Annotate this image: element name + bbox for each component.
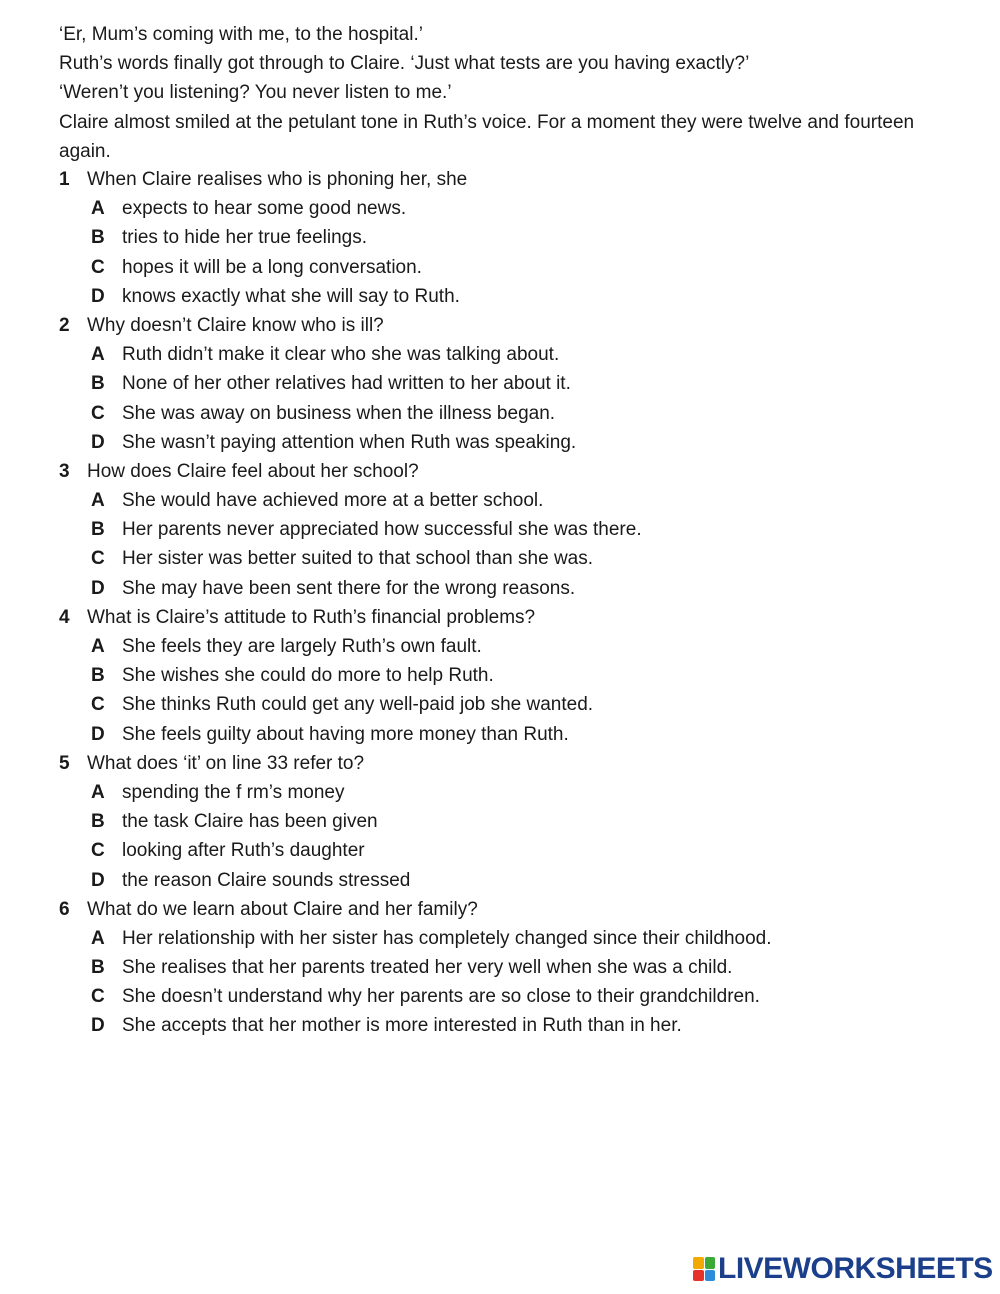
option-text: She wasn’t paying attention when Ruth was speaking.	[122, 431, 577, 453]
question-stem	[59, 603, 959, 632]
reading-passage	[59, 20, 959, 166]
option-text: She realises that her parents treated her very well when she was a child.	[122, 957, 733, 979]
option-text: She doesn’t understand why her parents are so close to their grandchildren.	[122, 986, 760, 1008]
question-3	[59, 457, 959, 603]
passage-line: ‘Er, Mum’s coming with me, to the hospital.’	[59, 24, 423, 45]
option-text: She wishes she could do more to help Ruth.	[122, 665, 494, 687]
option-text: None of her other relatives had written to her about it.	[122, 373, 571, 395]
question-text: Why doesn’t Claire know who is ill?	[87, 314, 384, 336]
passage-line: Claire almost smiled at the petulant tone in Ruth’s voice. For a moment they were twelve and fourteen again.	[59, 111, 915, 162]
option-letter: D	[91, 723, 105, 745]
option-letter: B	[91, 811, 105, 833]
option-text: the task Claire has been given	[122, 811, 378, 833]
option-text: hopes it will be a long conversation.	[122, 256, 422, 278]
option-letter: C	[91, 402, 105, 424]
option-letter: B	[91, 373, 105, 395]
question-4	[59, 603, 959, 749]
answer-option-a[interactable]	[59, 924, 959, 953]
option-letter: D	[91, 431, 105, 453]
answer-option-d[interactable]	[59, 866, 959, 895]
option-text: spending the f rm’s money	[122, 781, 345, 803]
question-2	[59, 311, 959, 457]
logo-text: LIVEWORKSHEETS	[718, 1252, 993, 1285]
answer-option-d[interactable]	[59, 720, 959, 749]
option-letter: C	[91, 840, 105, 862]
question-6	[59, 895, 959, 1041]
option-letter: A	[91, 927, 105, 949]
option-text: She feels guilty about having more money than Ruth.	[122, 723, 569, 745]
mark-cell	[705, 1257, 716, 1269]
answer-option-d[interactable]	[59, 428, 959, 457]
question-number: 4	[59, 606, 70, 628]
option-text: the reason Claire sounds stressed	[122, 869, 411, 891]
option-text: tries to hide her true feelings.	[122, 227, 368, 249]
answer-option-b[interactable]	[59, 953, 959, 982]
question-1	[59, 165, 959, 311]
option-letter: B	[91, 519, 105, 541]
option-letter: B	[91, 227, 105, 249]
answer-option-b[interactable]	[59, 515, 959, 544]
question-text: When Claire realises who is phoning her, she	[87, 169, 468, 190]
option-letter: C	[91, 986, 105, 1008]
answer-option-d[interactable]	[59, 282, 959, 311]
option-text: knows exactly what she will say to Ruth.	[122, 285, 460, 307]
question-5	[59, 749, 959, 895]
answer-option-c[interactable]	[59, 544, 959, 573]
option-text: She may have been sent there for the wrong reasons.	[122, 577, 576, 599]
option-text: looking after Ruth’s daughter	[122, 840, 365, 862]
answer-option-c[interactable]	[59, 399, 959, 428]
question-number: 6	[59, 898, 70, 920]
liveworksheets-logo[interactable]	[693, 1254, 993, 1284]
answer-option-a[interactable]	[59, 194, 959, 223]
question-text: What do we learn about Claire and her family?	[87, 898, 478, 920]
option-text: She was away on business when the illness began.	[122, 402, 556, 424]
option-letter: C	[91, 256, 105, 278]
answer-option-a[interactable]	[59, 340, 959, 369]
answer-option-c[interactable]	[59, 836, 959, 865]
question-text: How does Claire feel about her school?	[87, 460, 419, 482]
option-letter: A	[91, 781, 105, 803]
option-text: She feels they are largely Ruth’s own fault.	[122, 636, 482, 657]
question-number: 1	[59, 169, 70, 190]
answer-option-b[interactable]	[59, 369, 959, 398]
option-letter: D	[91, 869, 105, 891]
mark-cell	[693, 1257, 704, 1269]
option-letter: A	[91, 198, 105, 220]
option-letter: A	[91, 490, 105, 512]
option-text: She thinks Ruth could get any well-paid job she wanted.	[122, 694, 594, 716]
option-letter: B	[91, 957, 105, 979]
question-list	[59, 165, 959, 1041]
option-text: She would have achieved more at a better school.	[122, 490, 544, 512]
option-letter: A	[91, 344, 105, 366]
question-stem	[59, 749, 959, 778]
question-text: What is Claire’s attitude to Ruth’s financial problems?	[87, 606, 536, 628]
answer-option-a[interactable]	[59, 778, 959, 807]
option-letter: D	[91, 285, 105, 307]
option-letter: A	[91, 636, 105, 657]
answer-option-c[interactable]	[59, 253, 959, 282]
option-text: expects to hear some good news.	[122, 198, 407, 220]
option-letter: C	[91, 548, 105, 570]
question-number: 3	[59, 460, 70, 482]
option-text: Ruth didn’t make it clear who she was talking about.	[122, 344, 560, 366]
option-letter: B	[91, 665, 105, 687]
answer-option-d[interactable]	[59, 1011, 959, 1040]
answer-option-a[interactable]	[59, 486, 959, 515]
question-stem	[59, 457, 959, 486]
answer-option-a[interactable]	[59, 632, 959, 661]
question-number: 2	[59, 314, 70, 336]
answer-option-d[interactable]	[59, 574, 959, 603]
answer-option-b[interactable]	[59, 661, 959, 690]
question-text: What does ‘it’ on line 33 refer to?	[87, 752, 365, 774]
option-letter: D	[91, 1015, 105, 1037]
passage-line: Ruth’s words finally got through to Claire. ‘Just what tests are you having exactly?’	[59, 53, 750, 75]
passage-line: ‘Weren’t you listening? You never listen to me.’	[59, 82, 452, 104]
option-text: Her relationship with her sister has completely changed since their childhood.	[122, 927, 772, 949]
mark-cell	[705, 1270, 716, 1282]
option-text: Her parents never appreciated how successful she was there.	[122, 519, 642, 541]
answer-option-c[interactable]	[59, 982, 959, 1011]
question-number: 5	[59, 752, 70, 774]
question-stem	[59, 895, 959, 924]
liveworksheets-mark-icon	[693, 1257, 715, 1281]
question-stem	[59, 311, 959, 340]
answer-option-c[interactable]	[59, 690, 959, 719]
option-letter: D	[91, 577, 105, 599]
option-text: She accepts that her mother is more interested in Ruth than in her.	[122, 1015, 682, 1037]
option-letter: C	[91, 694, 105, 716]
question-stem	[59, 165, 959, 194]
option-text: Her sister was better suited to that school than she was.	[122, 548, 594, 570]
mark-cell	[693, 1270, 704, 1282]
answer-option-b[interactable]	[59, 807, 959, 836]
answer-option-b[interactable]	[59, 223, 959, 252]
